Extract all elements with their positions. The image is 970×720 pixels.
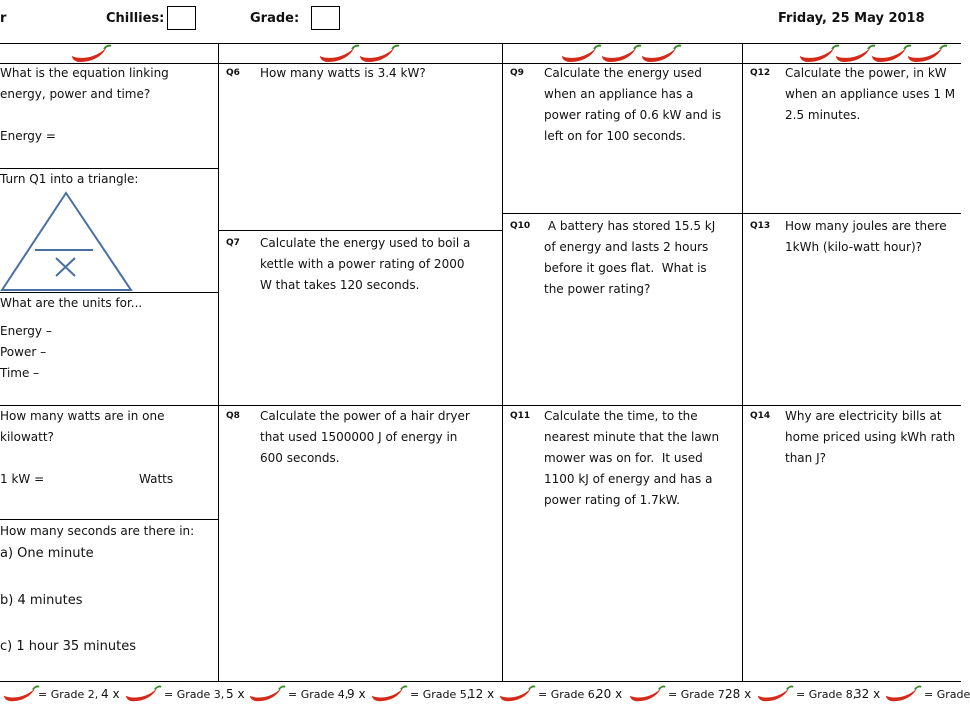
q14-text-line1: Why are electricity bills at bbox=[785, 409, 942, 423]
q14-text-line3: than J? bbox=[785, 451, 826, 465]
q12-text-line3: 2.5 minutes. bbox=[785, 108, 861, 122]
legend-grade5: = Grade 5, bbox=[410, 688, 471, 701]
name-label: r bbox=[0, 11, 7, 26]
legend-count-4: 4 x bbox=[101, 687, 120, 701]
chilli-icon bbox=[124, 685, 164, 703]
q6-number: Q6 bbox=[226, 68, 240, 78]
q10-text-line1: A battery has stored 15.5 kJ bbox=[544, 219, 716, 233]
q10-number: Q10 bbox=[510, 221, 531, 231]
q4-kw-answer[interactable]: 1 kW = bbox=[0, 472, 45, 486]
chilli-icon bbox=[248, 685, 288, 703]
q9-number: Q9 bbox=[510, 68, 524, 78]
q3-power-units[interactable]: Power – bbox=[0, 345, 47, 359]
q9-text-line2: when an appliance has a bbox=[544, 87, 694, 101]
q11-text-line1: Calculate the time, to the bbox=[544, 409, 698, 423]
chillies-input-box[interactable] bbox=[167, 6, 196, 30]
legend-grade6: = Grade 6, bbox=[538, 688, 599, 701]
chilli-icon bbox=[318, 44, 362, 64]
col4-divider bbox=[742, 213, 961, 214]
q12-number: Q12 bbox=[750, 68, 771, 78]
col3-divider bbox=[502, 213, 742, 214]
chilli-icon bbox=[756, 685, 796, 703]
chilli-icon bbox=[498, 685, 538, 703]
col1-divider-c bbox=[0, 519, 218, 520]
q13-number: Q13 bbox=[750, 221, 771, 231]
date-label: Friday, 25 May 2018 bbox=[778, 11, 925, 26]
q8-number: Q8 bbox=[226, 411, 240, 421]
col2-divider bbox=[218, 230, 502, 231]
q4-text-line1: How many watts are in one bbox=[0, 409, 165, 423]
chilli-icon bbox=[358, 44, 402, 64]
legend-grade8: = Grade 8, bbox=[796, 688, 857, 701]
q5-text: How many seconds are there in: bbox=[0, 524, 195, 538]
q11-number: Q11 bbox=[510, 411, 531, 421]
q1-text-line2: energy, power and time? bbox=[0, 87, 151, 101]
grade-input-box[interactable] bbox=[311, 6, 340, 30]
legend-grade7: = Grade 7, bbox=[668, 688, 729, 701]
q7-text-line1: Calculate the energy used to boil a bbox=[260, 236, 471, 250]
q3-time-units[interactable]: Time – bbox=[0, 366, 40, 380]
q11-text-line3: mower was on for. It used bbox=[544, 451, 703, 465]
q12-text-line1: Calculate the power, in kW bbox=[785, 66, 947, 80]
q10-text-line2: of energy and lasts 2 hours bbox=[544, 240, 709, 254]
q7-text-line2: kettle with a power rating of 2000 bbox=[260, 257, 465, 271]
chilli-icon bbox=[2, 685, 42, 703]
q5-part-c[interactable]: c) 1 hour 35 minutes bbox=[0, 639, 136, 654]
q5-part-a[interactable]: a) One minute bbox=[0, 546, 94, 561]
q11-text-line5: power rating of 1.7kW. bbox=[544, 493, 680, 507]
grid-col-divider-3 bbox=[742, 43, 743, 682]
q4-text-line2: kilowatt? bbox=[0, 430, 54, 444]
legend-grade3: = Grade 3, bbox=[164, 688, 225, 701]
chilli-icon bbox=[600, 44, 644, 64]
chilli-icon bbox=[884, 685, 924, 703]
chilli-icon bbox=[70, 44, 114, 64]
chilli-icon bbox=[628, 685, 668, 703]
q13-text-line1: How many joules are there bbox=[785, 219, 947, 233]
legend-count-9: 9 x bbox=[347, 687, 366, 701]
q11-text-line4: 1100 kJ of energy and has a bbox=[544, 472, 713, 486]
grade-legend bbox=[0, 682, 970, 720]
chilli-icon bbox=[560, 44, 604, 64]
grid-col-divider-2 bbox=[502, 43, 503, 682]
q10-text-line3: before it goes flat. What is bbox=[544, 261, 707, 275]
q1-text-line1: What is the equation linking bbox=[0, 66, 169, 80]
q9-text-line3: power rating of 0.6 kW and is bbox=[544, 108, 722, 122]
q14-text-line2: home priced using kWh rath bbox=[785, 430, 956, 444]
q14-number: Q14 bbox=[750, 411, 771, 421]
legend-count-20: 20 x bbox=[596, 687, 623, 701]
q10-text-line4: the power rating? bbox=[544, 282, 651, 296]
q2-text: Turn Q1 into a triangle: bbox=[0, 172, 139, 186]
legend-grade2: = Grade 2, bbox=[38, 688, 99, 701]
q9-text-line4: left on for 100 seconds. bbox=[544, 129, 686, 143]
q8-text-line3: 600 seconds. bbox=[260, 451, 340, 465]
legend-count-12: 12 x bbox=[468, 687, 495, 701]
chilli-icon bbox=[640, 44, 684, 64]
q5-part-b[interactable]: b) 4 minutes bbox=[0, 593, 83, 608]
chilli-icon bbox=[906, 44, 950, 64]
q3-text: What are the units for... bbox=[0, 296, 143, 310]
q12-text-line2: when an appliance uses 1 M bbox=[785, 87, 956, 101]
q11-text-line2: nearest minute that the lawn bbox=[544, 430, 720, 444]
legend-count-32: 32 x bbox=[854, 687, 881, 701]
legend-count-28: 28 x bbox=[725, 687, 752, 701]
q6-text: How many watts is 3.4 kW? bbox=[260, 66, 426, 80]
q13-text-line2: 1kWh (kilo-watt hour)? bbox=[785, 240, 922, 254]
q8-text-line1: Calculate the power of a hair dryer bbox=[260, 409, 470, 423]
q7-number: Q7 bbox=[226, 238, 240, 248]
triangle-diagram bbox=[0, 190, 135, 292]
q1-energy-answer[interactable]: Energy = bbox=[0, 129, 56, 143]
q9-text-line1: Calculate the energy used bbox=[544, 66, 702, 80]
legend-grade9: = Grade bbox=[924, 688, 970, 701]
q7-text-line3: W that takes 120 seconds. bbox=[260, 278, 420, 292]
q8-text-line2: that used 1500000 J of energy in bbox=[260, 430, 458, 444]
chilli-icon bbox=[370, 685, 410, 703]
grade-label: Grade: bbox=[250, 11, 300, 26]
legend-count-5: 5 x bbox=[226, 687, 245, 701]
grid-col-divider-1 bbox=[218, 43, 219, 682]
chillies-label: Chillies: bbox=[106, 11, 165, 26]
legend-grade4: = Grade 4, bbox=[288, 688, 349, 701]
q3-energy-units[interactable]: Energy – bbox=[0, 324, 52, 338]
q4-watts-label: Watts bbox=[139, 472, 174, 486]
